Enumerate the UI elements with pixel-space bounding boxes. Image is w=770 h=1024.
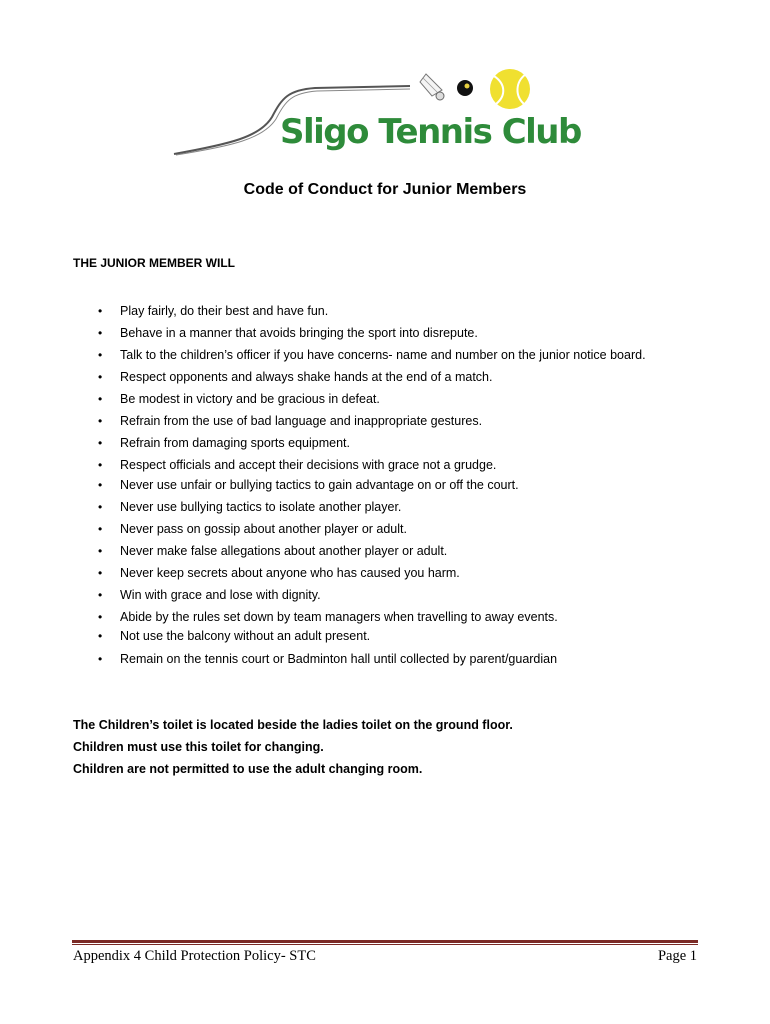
list-item: • Never use bullying tactics to isolate another player.: [98, 500, 402, 514]
list-item: • Never make false allegations about another player or adult.: [98, 544, 448, 558]
bullet-icon: •: [98, 652, 103, 666]
list-item: • Refrain from damaging sports equipment.: [98, 436, 350, 450]
list-item: • Respect opponents and always shake hands at the end of a match.: [98, 370, 493, 384]
bullet-icon: •: [98, 370, 103, 384]
bullet-icon: •: [98, 544, 103, 558]
bullet-icon: •: [98, 458, 103, 472]
page-number: Page 1: [657, 948, 697, 964]
footer-divider-thin: [72, 944, 698, 945]
list-item: • Abide by the rules set down by team managers when travelling to away events.: [98, 610, 558, 624]
list-item: • Talk to the children’s officer if you have concerns- name and number on the junior notice board.: [98, 348, 646, 362]
list-item: • Never keep secrets about anyone who has caused you harm.: [98, 566, 460, 580]
rules-list: [73, 303, 703, 668]
squash-ball-icon: [457, 80, 473, 96]
footer-document-name: Appendix 4 Child Protection Policy- STC: [73, 948, 316, 964]
bullet-icon: •: [98, 629, 103, 643]
document-title: Code of Conduct for Junior Members: [243, 181, 527, 198]
bullet-icon: •: [98, 610, 103, 624]
list-item: • Win with grace and lose with dignity.: [98, 588, 321, 602]
list-item: • Play fairly, do their best and have fun.: [98, 304, 329, 318]
bullet-icon: •: [98, 588, 103, 602]
notes-block: [73, 714, 513, 780]
bullet-icon: •: [98, 304, 103, 318]
note-line: The Children’s toilet is located beside the ladies toilet on the ground floor.: [73, 718, 513, 732]
list-item: • Be modest in victory and be gracious in defeat.: [98, 392, 380, 406]
list-item: • Refrain from the use of bad language and inappropriate gestures.: [98, 414, 483, 428]
bullet-icon: •: [98, 392, 103, 406]
logo-club-name: Sligo Tennis Club: [280, 112, 581, 152]
footer-divider: [72, 940, 698, 943]
list-item: • Never use unfair or bullying tactics to gain advantage on or off the court.: [98, 478, 519, 492]
list-item: • Behave in a manner that avoids bringing the sport into disrepute.: [98, 326, 478, 340]
bullet-icon: •: [98, 522, 103, 536]
bullet-icon: •: [98, 566, 103, 580]
list-item: • Remain on the tennis court or Badminton hall until collected by parent/guardian: [98, 652, 558, 666]
bullet-icon: •: [98, 436, 103, 450]
bullet-icon: •: [98, 348, 103, 362]
shuttlecock-icon: [420, 74, 444, 100]
bullet-icon: •: [98, 326, 103, 340]
club-logo: [170, 62, 581, 162]
list-item: • Never pass on gossip about another player or adult.: [98, 522, 407, 536]
bullet-icon: •: [98, 478, 103, 492]
note-line: Children must use this toilet for changing.: [73, 740, 324, 754]
bullet-icon: •: [98, 500, 103, 514]
list-item: • Not use the balcony without an adult present.: [98, 629, 371, 643]
tennis-ball-icon: [490, 69, 530, 109]
bullet-icon: •: [98, 414, 103, 428]
note-line: Children are not permitted to use the adult changing room.: [73, 762, 423, 776]
section-heading: THE JUNIOR MEMBER WILL: [73, 256, 235, 270]
list-item: • Respect officials and accept their decisions with grace not a grudge.: [98, 458, 497, 472]
